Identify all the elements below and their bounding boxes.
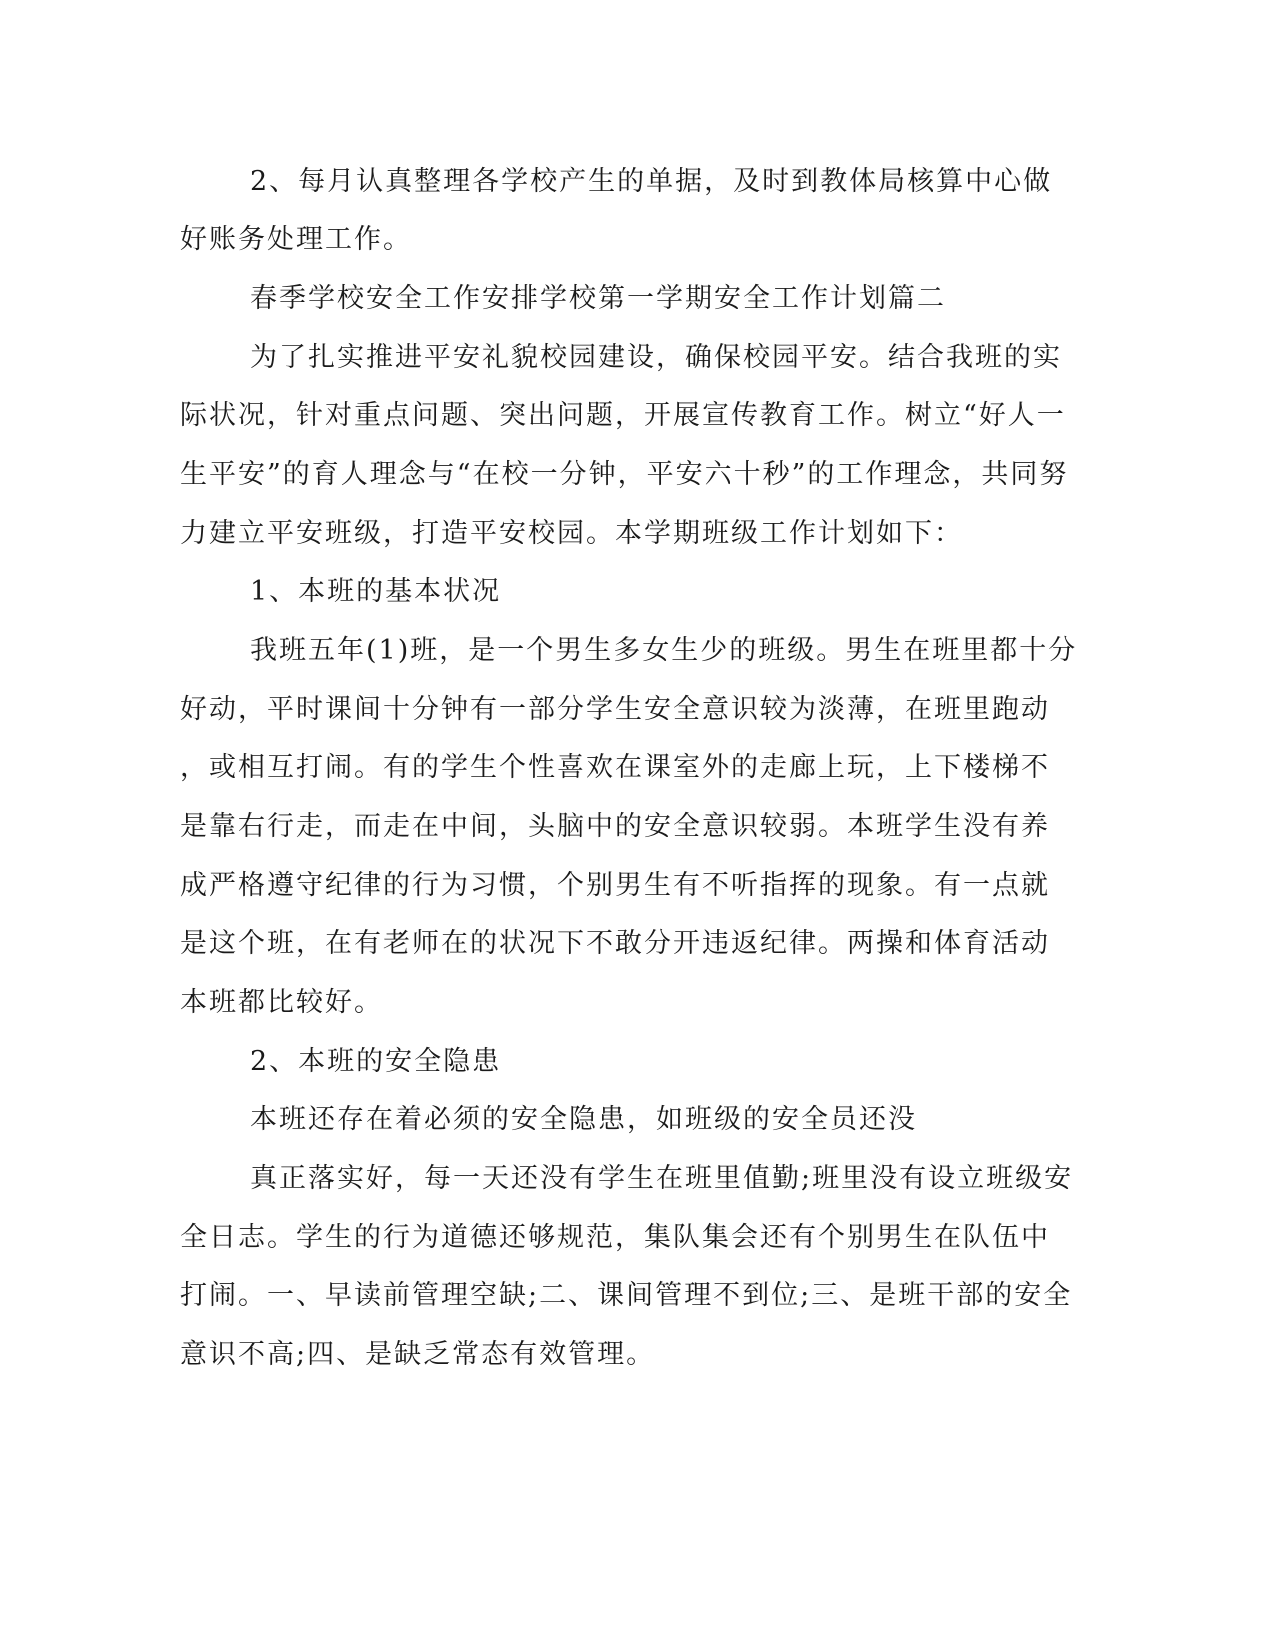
paragraph-line: 好账务处理工作。 <box>180 224 412 255</box>
paragraph-line: 打闹。一、早读前管理空缺;二、课间管理不到位;三、是班干部的安全 <box>180 1280 1073 1311</box>
paragraph-line: 生平安”的育人理念与“在校一分钟，平安六十秒”的工作理念，共同努 <box>180 459 1069 490</box>
paragraph-line: 力建立平安班级，打造平安校园。本学期班级工作计划如下： <box>180 518 963 549</box>
paragraph-line: 全日志。学生的行为道德还够规范，集队集会还有个别男生在队伍中 <box>180 1222 1050 1253</box>
paragraph-line: 好动，平时课间十分钟有一部分学生安全意识较为淡薄，在班里跑动 <box>180 694 1050 725</box>
section-title: 春季学校安全工作安排学校第一学期安全工作计划篇二 <box>250 283 946 314</box>
paragraph-line: 成严格遵守纪律的行为习惯，个别男生有不听指挥的现象。有一点就 <box>180 870 1050 901</box>
paragraph-line: 真正落实好，每一天还没有学生在班里值勤;班里没有设立班级安 <box>250 1163 1074 1194</box>
subsection-heading: 2、本班的安全隐患 <box>250 1046 502 1077</box>
paragraph-line: 我班五年(1)班，是一个男生多女生少的班级。男生在班里都十分 <box>250 635 1078 666</box>
paragraph-line: 意识不高;四、是缺乏常态有效管理。 <box>180 1339 656 1370</box>
paragraph-line: 2、每月认真整理各学校产生的单据，及时到教体局核算中心做 <box>250 166 1053 197</box>
paragraph-line: 是这个班，在有老师在的状况下不敢分开违返纪律。两操和体育活动 <box>180 928 1050 959</box>
subsection-heading: 1、本班的基本状况 <box>250 576 502 607</box>
paragraph-line: 际状况，针对重点问题、突出问题，开展宣传教育工作。树立“好人一 <box>180 400 1066 431</box>
paragraph-line: 是靠右行走，而走在中间，头脑中的安全意识较弱。本班学生没有养 <box>180 811 1050 842</box>
paragraph-line: 本班还存在着必须的安全隐患，如班级的安全员还没 <box>250 1104 917 1135</box>
paragraph-line: 为了扎实推进平安礼貌校园建设，确保校园平安。结合我班的实 <box>250 342 1062 373</box>
paragraph-line: 本班都比较好。 <box>180 987 383 1018</box>
paragraph-line: ，或相互打闹。有的学生个性喜欢在课室外的走廊上玩，上下楼梯不 <box>180 752 1050 783</box>
